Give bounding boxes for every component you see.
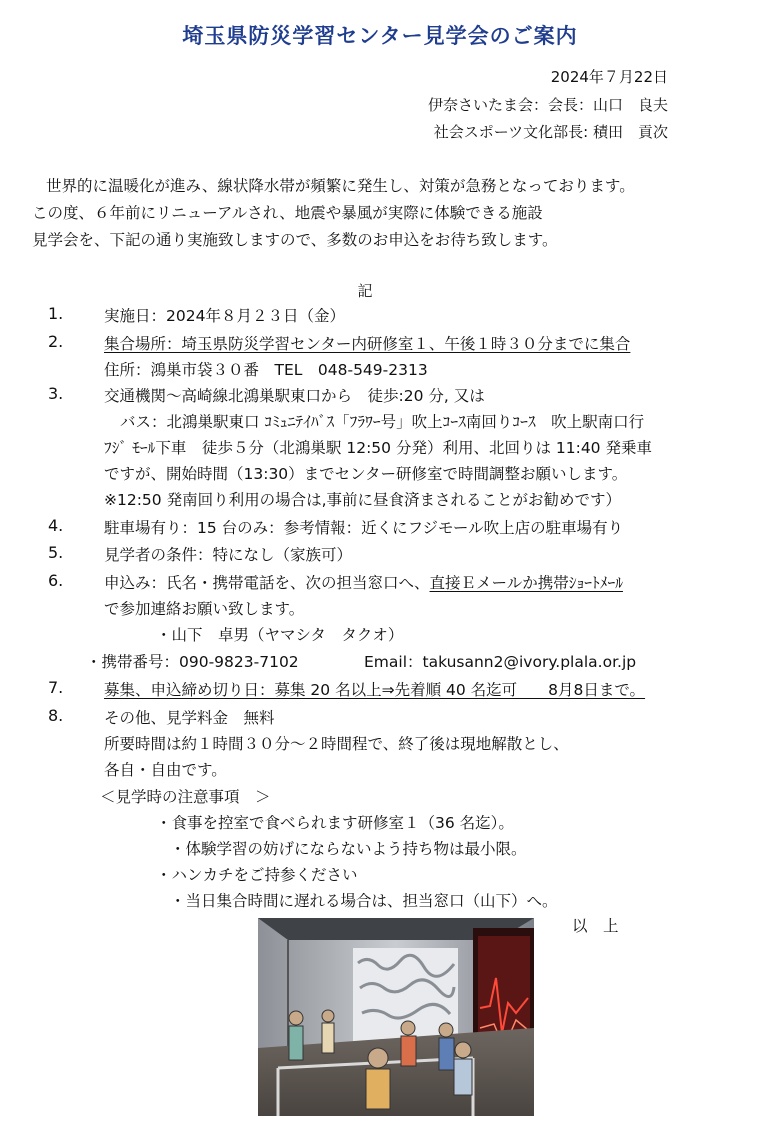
note-item: ・当日集合時間に遅れる場合は、担当窓口（山下）へ。 xyxy=(170,892,558,910)
contact-name: ・山下 卓男（ヤマシタ タクオ） xyxy=(156,626,404,644)
department-line: 社会スポーツ文化部長: 積田 貢次 xyxy=(433,123,668,141)
intro-line-3: 見学会を、下記の通り実施致しますので、多数のお申込をお待ち致します。 xyxy=(32,231,558,249)
ki-heading: 記 xyxy=(357,282,373,300)
bus-note: ※12:50 発南回り利用の場合は,事前に昼食済まされることがお勧めです） xyxy=(104,491,622,509)
deadline: 募集、申込締め切り日：募集 20 名以上⇒先着順 40 名迄可 8月8日まで。 xyxy=(104,681,646,699)
item-number: 4. xyxy=(48,516,64,535)
application-text-2: で参加連絡お願い致します。 xyxy=(104,600,305,618)
closing-mark: 以 上 xyxy=(572,917,619,935)
note-item: ・食事を控室で食べられます研修室１（36 名迄）。 xyxy=(156,814,514,832)
item-number: 3. xyxy=(48,384,64,403)
event-date: 実施日：2024年８月２３日（金） xyxy=(104,307,345,325)
notes-heading: ＜見学時の注意事項 ＞ xyxy=(100,788,271,806)
duration: 所要時間は約１時間３０分～２時間程で、終了後は現地解散とし、 xyxy=(104,735,569,753)
intro-line-2: この度、６年前にリニューアルされ、地震や暴風が実際に体験できる施設 xyxy=(32,204,543,222)
meeting-place: 集合場所：埼玉県防災学習センター内研修室１、午後１時３０分までに集合 xyxy=(104,335,631,353)
bus-info-3: ですが、開始時間（13:30）までセンター研修室で時間調整お願いします。 xyxy=(104,465,628,483)
transport: 交通機関～高崎線北鴻巣駅東口から 徒歩:20 分, 又は xyxy=(104,387,485,405)
application xyxy=(104,571,623,593)
document-date: 2024年７月22日 xyxy=(550,68,668,86)
page-title: 埼玉県防災学習センター見学会のご案内 xyxy=(182,24,578,48)
application-method: 直接Ｅメールか携帯ｼｮｰﾄﾒｰﾙ xyxy=(429,574,623,592)
item-number: 2. xyxy=(48,332,64,351)
note-item: ・体験学習の妨げにならないよう持ち物は最小限。 xyxy=(170,840,527,858)
bus-info-2: ﾌｼﾞ ﾓｰﾙ下車 徒歩５分（北鴻巣駅 12:50 分発）利用、北回りは 11:40 発乗車 xyxy=(104,439,652,457)
item-number: 1. xyxy=(48,304,64,323)
application-text: 申込み：氏名・携帯電話を、次の担当窓口へ、 xyxy=(104,574,430,592)
fee: その他、見学料金 無料 xyxy=(104,709,275,727)
bus-info: バス：北鴻巣駅東口 ｺﾐｭﾆﾃｲﾊﾞｽ「ﾌﾗﾜｰ号」吹上ｺｰｽ南回りｺｰｽ 吹上駅南口行 xyxy=(120,413,645,431)
item-number: 7. xyxy=(48,678,64,697)
eligibility: 見学者の条件：特になし（家族可） xyxy=(104,546,353,564)
contact-email[interactable]: Email：takusann2@ivory.plala.or.jp xyxy=(364,653,637,671)
facility-illustration xyxy=(258,918,534,1116)
item-number: 8. xyxy=(48,706,64,725)
contact-phone: ・携帯番号：090-9823-7102 xyxy=(86,653,299,671)
dismissal: 各自・自由です。 xyxy=(104,761,227,779)
item-number: 6. xyxy=(48,571,64,590)
organizer-line: 伊奈さいたま会：会長：山口 良夫 xyxy=(427,96,668,114)
intro-line-1: 世界的に温暖化が進み、線状降水帯が頻繁に発生し、対策が急務となっております。 xyxy=(46,177,635,195)
note-item: ・ハンカチをご持参ください xyxy=(156,866,358,884)
address: 住所：鴻巣市袋３０番 TEL 048-549-2313 xyxy=(104,361,428,379)
item-number: 5. xyxy=(48,543,64,562)
parking: 駐車場有り：15 台のみ：参考情報：近くにフジモール吹上店の駐車場有り xyxy=(104,519,624,537)
